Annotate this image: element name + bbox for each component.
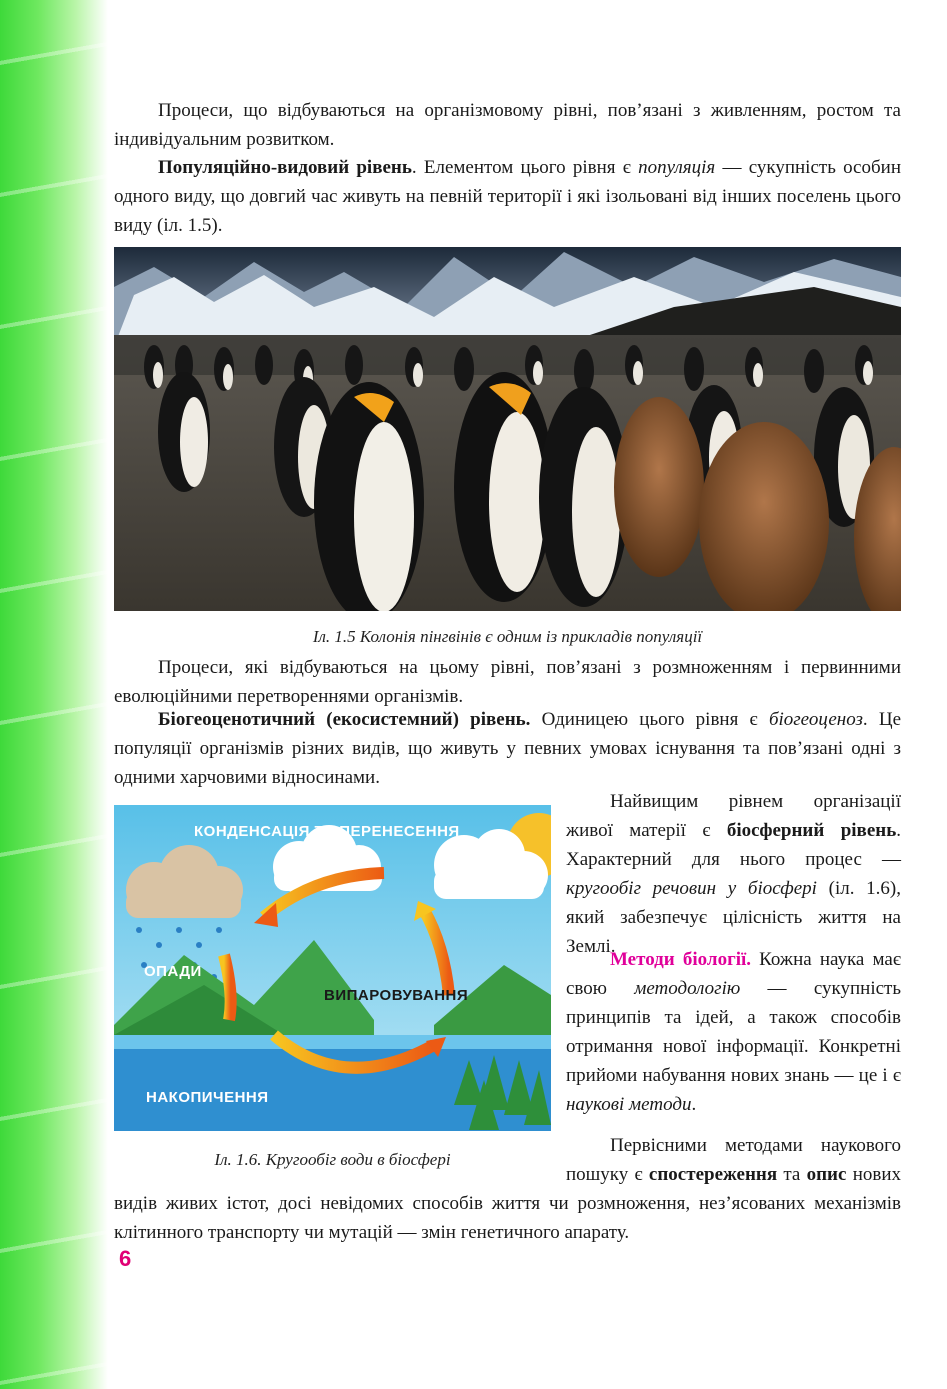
decorative-side-band xyxy=(0,0,108,1389)
term-substance-cycle: кругообіг речовин у біосфері xyxy=(566,878,817,899)
paragraph-text: Одиницею цього рівня є xyxy=(530,709,769,730)
figure-caption-1-5: Іл. 1.5 Колонія пінгвінів є одним із прикладів популяції xyxy=(312,627,703,646)
paragraph-text: Первісними методами наукового пошуку є xyxy=(566,1135,901,1185)
paragraph-population-level xyxy=(114,153,901,240)
paragraph-text: . Це популяції організмів різних видів, що живуть у певних умовах існування та пов’язані одні з одними харчовими відносинами. xyxy=(114,709,901,788)
term-description: опис xyxy=(806,1164,847,1185)
paragraph-text: . Характерний для нього процес — xyxy=(566,820,901,870)
label-evaporation: ВИПАРОВУВАННЯ xyxy=(324,987,469,1004)
water-cycle-illustration xyxy=(114,805,551,1131)
term-population: популяція xyxy=(638,157,716,178)
paragraph-text: нових видів живих істот, досі невідомих способів життя чи розмноження, нез’ясованих механізмів клітинного транспорту чи мутацій — змін генетичного апарату. xyxy=(114,1164,901,1243)
term-scientific-methods: наукові методи xyxy=(566,1094,692,1115)
paragraph-text: та xyxy=(777,1164,807,1185)
paragraph-text: (іл. 1.6), який забезпечує цілісність життя на Землі. xyxy=(566,878,902,957)
term-biogeocenosis: біогеоценоз xyxy=(768,709,863,730)
penguin-colony-illustration xyxy=(114,247,901,611)
paragraph-text: Процеси, які відбуваються на цьому рівні, пов’язані з розмноженням і первинними еволюційними перетвореннями організмів. xyxy=(114,657,901,707)
paragraph-text: — сукупність принципів та ідей, а також способів отримання нової інформації. Конкретні прийоми набування нових знань — це і є xyxy=(566,978,901,1086)
side-band-wave xyxy=(0,0,108,1389)
paragraph-biology-methods xyxy=(566,945,901,1119)
label-condensation: КОНДЕНСАЦІЯ ТА ПЕРЕНЕСЕННЯ xyxy=(194,823,460,840)
paragraph-text: Кожна наука має свою xyxy=(566,949,901,999)
term-biosphere-level: біосферний рівень xyxy=(726,820,897,841)
term-observation: спостереження xyxy=(648,1164,778,1185)
term-methodology: методологію xyxy=(634,978,741,999)
paragraph-biogeocenotic-level xyxy=(114,705,901,792)
penguin-colony-photo xyxy=(114,247,901,611)
term-population-level: Популяційно-видовий рівень xyxy=(158,157,412,178)
paragraph-population-processes xyxy=(114,653,901,711)
float-spacer xyxy=(114,1131,566,1189)
figure-caption-1-6: Іл. 1.6. Кругообіг води в біосфері xyxy=(214,1150,451,1169)
term-biogeocenotic-level: Біогеоценотичний (екосистемний) рівень. xyxy=(158,709,531,730)
label-accumulation: НАКОПИЧЕННЯ xyxy=(146,1089,269,1106)
paragraph-text: — сукупність особин одного виду, що довгий час живуть на певній території і які ізольовані від інших поселень цього виду (іл. 1.5). xyxy=(114,157,901,236)
label-precipitation: ОПАДИ xyxy=(144,963,202,980)
paragraph-observation-description xyxy=(114,1131,901,1247)
paragraph-text: Найвищим рівнем організації живої матерії є xyxy=(566,791,901,841)
paragraph-organism-level xyxy=(114,96,901,154)
paragraph-text: . Елементом цього рівня є xyxy=(411,157,639,178)
page-number: 6 xyxy=(119,1246,132,1271)
paragraph-text: Процеси, що відбуваються на організмовому рівні, пов’язані з живленням, ростом та індивідуальним розвитком. xyxy=(114,100,901,150)
paragraph-biosphere-level xyxy=(566,787,901,961)
paragraph-text: . xyxy=(691,1094,697,1115)
heading-biology-methods: Методи біології. xyxy=(610,949,752,970)
